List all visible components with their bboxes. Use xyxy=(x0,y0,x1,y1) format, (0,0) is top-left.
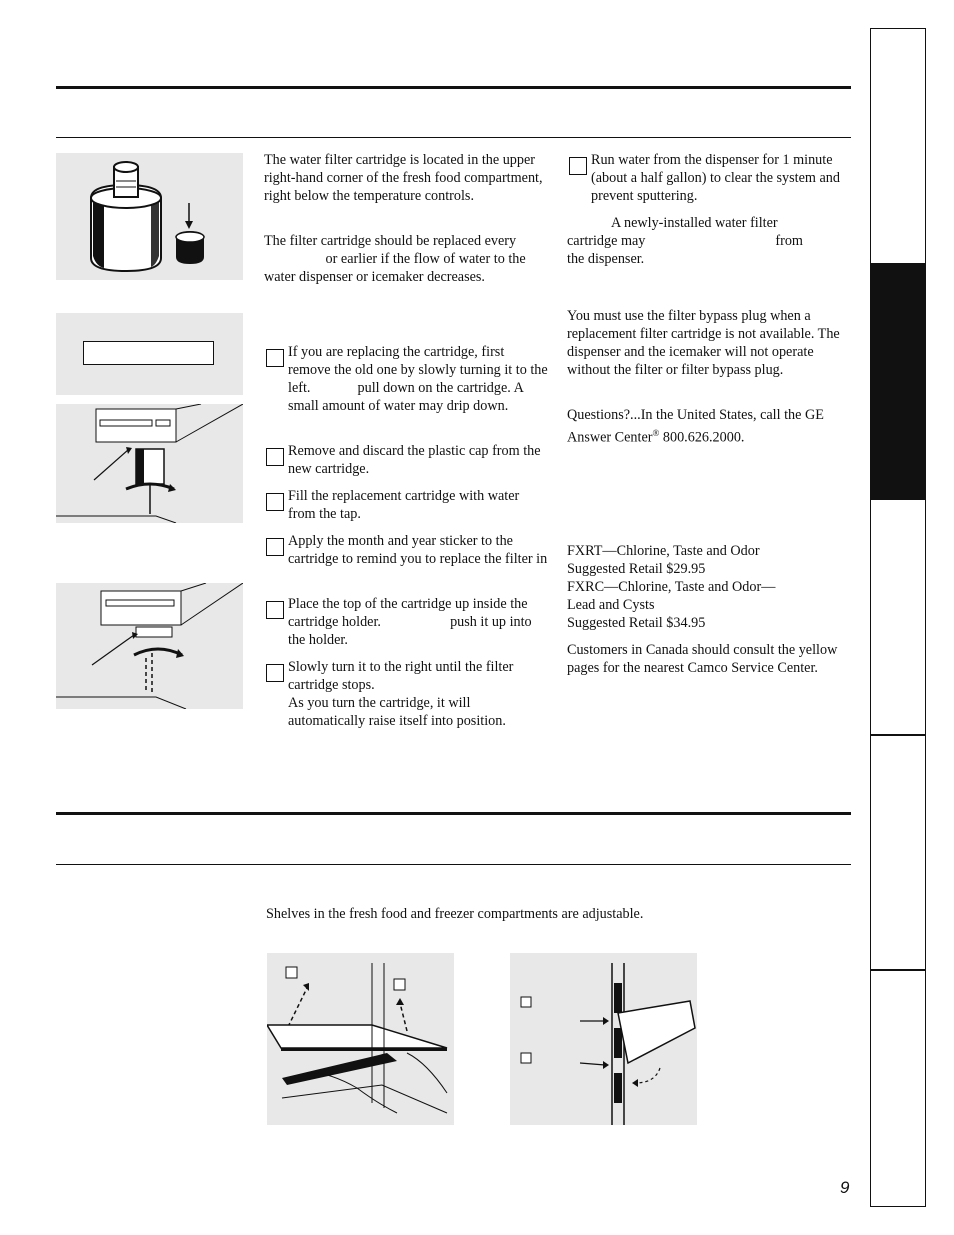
bypass-plug-illustration xyxy=(56,313,243,395)
new-filter-note-b: cartridge may xyxy=(567,233,646,249)
step-6-checkbox xyxy=(266,664,284,682)
new-filter-note-a: A newly-installed water filter xyxy=(611,215,778,231)
new-filter-note xyxy=(567,214,842,268)
filter-replacement-text-b: or earlier if the flow of water to the water dispenser or icemaker decreases. xyxy=(264,251,526,285)
registered-mark: ® xyxy=(652,428,660,438)
fxrc-model-2: Lead and Cysts xyxy=(567,597,655,613)
side-tab-active xyxy=(870,263,926,500)
section-rule-sub xyxy=(56,137,851,138)
filter-location-text: The water filter cartridge is located in the upper right-hand corner of the fresh food compartment, right below the temperature controls. xyxy=(264,152,543,204)
fxrt-model: FXRT—Chlorine, Taste and Odor xyxy=(567,543,760,559)
shelf-bracket-illustration xyxy=(510,953,697,1125)
step-5-text-b: push it up into the holder. xyxy=(288,614,532,648)
step-3-checkbox xyxy=(266,493,284,511)
step-1-text xyxy=(288,343,550,415)
fxrc-model: FXRC—Chlorine, Taste and Odor— xyxy=(567,579,776,595)
step-4-text: Apply the month and year sticker to the cartridge to remind you to replace the filter in xyxy=(288,533,548,567)
page-number: 9 xyxy=(840,1178,850,1197)
fxrc-price: Suggested Retail $34.95 xyxy=(567,615,706,631)
step-1-text-a: If you are replacing the cartridge, first remove the old one by slowly turning it to the left. xyxy=(288,344,548,396)
side-tab-5 xyxy=(870,969,926,1207)
step-4-checkbox xyxy=(266,538,284,556)
questions-text xyxy=(567,406,845,447)
side-tab-4 xyxy=(870,734,926,970)
step-6-text xyxy=(288,658,550,730)
step-2-text: Remove and discard the plastic cap from the new cartridge. xyxy=(288,443,541,477)
new-filter-note-c: from xyxy=(775,233,803,249)
step-3-text: Fill the replacement cartridge with water from the tap. xyxy=(288,488,520,522)
step-5-checkbox xyxy=(266,601,284,619)
step-6-text-a: Slowly turn it to the right until the filter cartridge stops. xyxy=(288,659,514,693)
step-7-checkbox xyxy=(569,157,587,175)
step-6-text-b: As you turn the cartridge, it will automatically raise itself into position. xyxy=(288,695,506,729)
section-rule-shelves-sub xyxy=(56,864,851,865)
shelves-intro: Shelves in the fresh food and freezer compartments are adjustable. xyxy=(266,906,644,922)
step-1-checkbox xyxy=(266,349,284,367)
new-filter-note-d: the dispenser. xyxy=(567,251,645,267)
step-2-checkbox xyxy=(266,448,284,466)
side-tab-1 xyxy=(870,28,926,264)
step-5-text-a: Place the top of the cartridge up inside the cartridge holder. xyxy=(288,596,528,630)
shelf-removal-illustration xyxy=(267,953,454,1125)
filter-replacement-text-a: The filter cartridge should be replaced every xyxy=(264,233,517,249)
section-rule-shelves xyxy=(56,812,851,815)
filter-replacement-text xyxy=(264,232,549,286)
step-1-text-b: pull down on the cartridge. A small amount of water may drip down. xyxy=(288,380,524,414)
questions-phone: 800.626.2000. xyxy=(662,429,745,446)
step-5-text xyxy=(288,595,550,649)
fxrt-price: Suggested Retail $29.95 xyxy=(567,561,706,577)
install-cartridge-illustration xyxy=(56,583,243,709)
questions-text-a: Questions?...In the United States, call the GE Answer Center xyxy=(567,407,824,446)
bypass-plug-label-box xyxy=(83,341,214,365)
side-tab-3 xyxy=(870,499,926,735)
canada-text: Customers in Canada should consult the yellow pages for the nearest Camco Service Center. xyxy=(567,642,838,676)
step-7-text: Run water from the dispenser for 1 minute (about a half gallon) to clear the system and prevent sputtering. xyxy=(591,152,840,204)
remove-cartridge-illustration xyxy=(56,404,243,523)
bypass-plug-text: You must use the filter bypass plug when a replacement filter cartridge is not available. The dispenser and the icemaker will not operate without the filter or filter bypass plug. xyxy=(567,308,840,378)
section-rule-top xyxy=(56,86,851,89)
replacement-cartridges xyxy=(567,542,845,632)
filter-cartridge-illustration xyxy=(56,153,243,280)
